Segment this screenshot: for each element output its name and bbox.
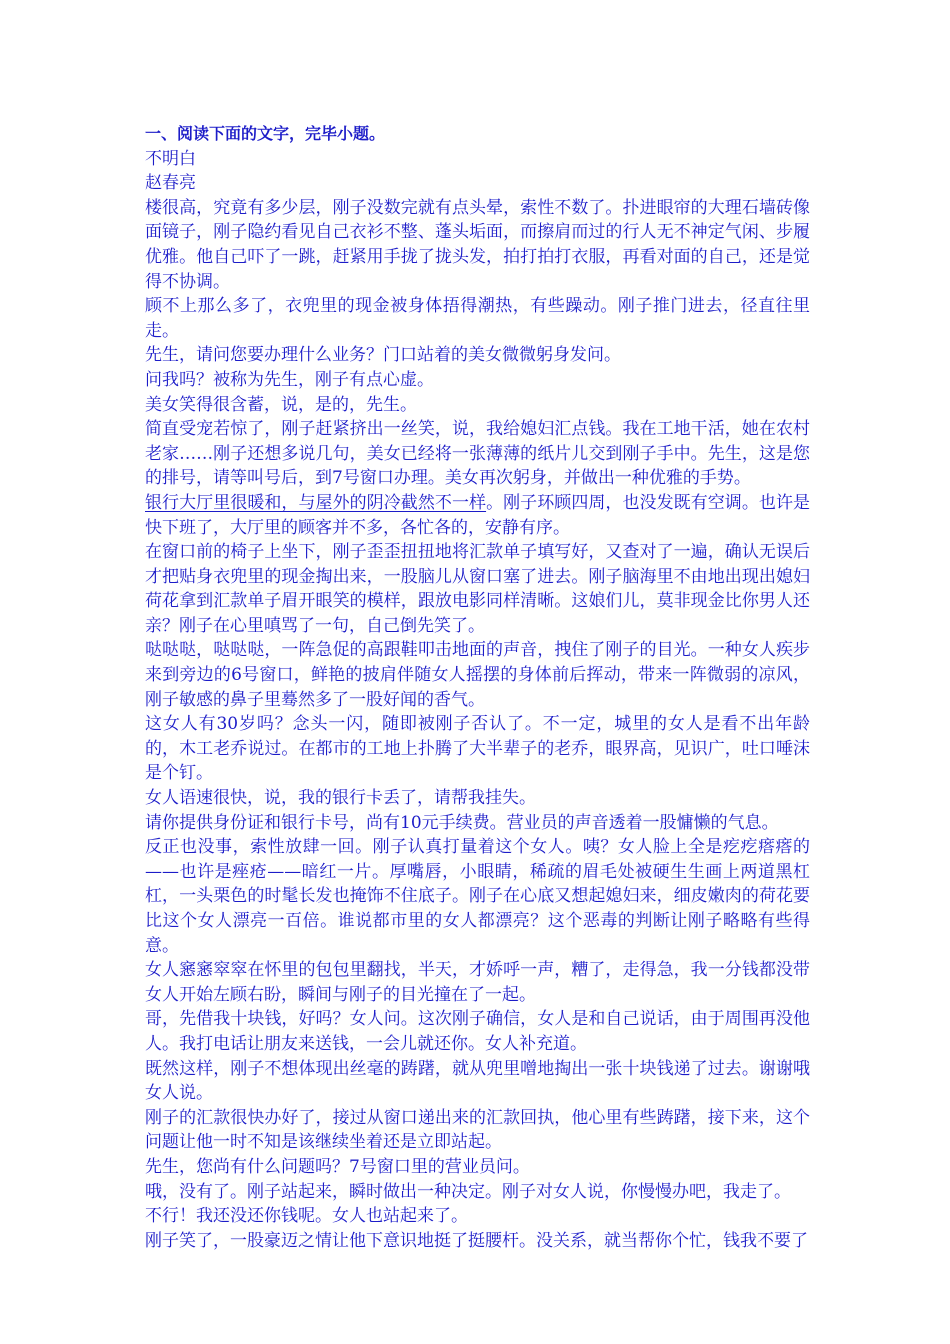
story-title: 不明白 bbox=[145, 148, 196, 169]
paragraph: 哥，先借我十块钱，好吗？女人问。这次刚子确信，女人是和自己说话，由于周围再没他人。我打电话让朋友来送钱，一会儿就还你。女人补充道。 bbox=[145, 1009, 810, 1054]
paragraph: 刚子笑了，一股豪迈之情让他下意识地挺了挺腰杆。没关系，就当帮你个忙，钱我不要了 bbox=[145, 1230, 808, 1251]
paragraph: 楼很高，究竟有多少层，刚子没数完就有点头晕，索性不数了。扑进眼帘的大理石墙砖像面镜子，刚子隐约看见自己衣衫不整、蓬头垢面，而擦肩而过的行人无不神定气闲、步履优雅。他自己吓了一跳，赶紧用手拢了拢头发，拍打拍打衣服，再看对面的自己，还是觉得不协调。 bbox=[145, 197, 810, 292]
paragraph: 顾不上那么多了，衣兜里的现金被身体捂得潮热，有些躁动。刚子推门进去，径直往里走。 bbox=[145, 296, 810, 341]
paragraph: 哒哒哒，哒哒哒，一阵急促的高跟鞋叩击地面的声音，拽住了刚子的目光。一种女人疾步来到旁边的6号窗口，鲜艳的披肩伴随女人摇摆的身体前后挥动，带来一阵微弱的凉风，刚子敏感的鼻子里蓦然多了一股好闻的香气。 bbox=[145, 640, 810, 710]
paragraph-underlined bbox=[145, 491, 810, 540]
paragraph-rest: 。刚子环顾四周，也没发既有空调。也许是快下班了，大厅里的顾客并不多，各忙各的，安静有序。 bbox=[145, 492, 811, 538]
paragraph: 女人语速很快，说，我的银行卡丢了，请帮我挂失。 bbox=[145, 788, 536, 809]
paragraph: 这女人有30岁吗？念头一闪，随即被刚子否认了。不一定，城里的女人是看不出年龄的，木工老乔说过。在都市的工地上扑腾了大半辈子的老乔，眼界高，见识广，吐口唾沫是个钉。 bbox=[145, 714, 810, 784]
paragraph: 既然这样，刚子不想体现出丝毫的踌躇，就从兜里噌地掏出一张十块钱递了过去。谢谢哦女人说。 bbox=[145, 1058, 810, 1104]
underlined-sentence: 银行大厅里很暖和，与屋外的阴冷截然不一样 bbox=[145, 492, 487, 513]
paragraph: 请你提供身份证和银行卡号，尚有10元手续费。营业员的声音透着一股慵懒的气息。 bbox=[145, 812, 779, 833]
paragraph: 先生，您尚有什么问题吗？7号窗口里的营业员问。 bbox=[145, 1156, 530, 1177]
story-author: 赵春亮 bbox=[145, 173, 196, 194]
paragraph: 简直受宠若惊了，刚子赶紧挤出一丝笑，说，我给媳妇汇点钱。我在工地干活，她在农村老家……刚子还想多说几句，美女已经将一张薄薄的纸片儿交到刚子手中。先生，这是您的排号，请等叫号后，到7号窗口办理。美女再次躬身，并做出一种优雅的手势。 bbox=[145, 419, 810, 489]
paragraph: 在窗口前的椅子上坐下，刚子歪歪扭扭地将汇款单子填写好，又查对了一遍，确认无误后才把贴身衣兜里的现金掏出来，一股脑儿从窗口塞了进去。刚子脑海里不由地出现出媳妇荷花拿到汇款单子眉开眼笑的模样，跟放电影同样清晰。这娘们儿，莫非现金比你男人还亲？刚子在心里嗔骂了一句，自己倒先笑了。 bbox=[145, 542, 810, 636]
paragraph: 反正也没事，索性放肆一回。刚子认真打量着这个女人。咦？女人脸上全是疙疙瘩瘩的——也许是痤疮——暗红一片。厚嘴唇，小眼睛，稀疏的眉毛处被硬生生画上两道黑杠杠，一头栗色的时髦长发也掩饰不住底子。刚子在心底又想起媳妇来，细皮嫩肉的荷花要比这个女人漂亮一百倍。谁说都市里的女人都漂亮？这个恶毒的判断让刚子略略有些得意。 bbox=[145, 837, 810, 956]
document-page bbox=[145, 122, 810, 1253]
paragraph: 美女笑得很含蓄，说，是的，先生。 bbox=[145, 394, 417, 415]
paragraph: 不行！我还没还你钱呢。女人也站起来了。 bbox=[145, 1206, 468, 1227]
paragraph: 问我吗？被称为先生，刚子有点心虚。 bbox=[145, 369, 434, 390]
paragraph: 哦，没有了。刚子站起来，瞬时做出一种决定。刚子对女人说，你慢慢办吧，我走了。 bbox=[145, 1181, 791, 1202]
paragraph: 女人窸窸窣窣在怀里的包包里翻找，半天，才娇呼一声，糟了，走得急，我一分钱都没带女人开始左顾右盼，瞬间与刚子的目光撞在了一起。 bbox=[145, 960, 810, 1005]
paragraph: 先生，请问您要办理什么业务？门口站着的美女微微躬身发问。 bbox=[145, 345, 621, 366]
paragraph: 刚子的汇款很快办好了，接过从窗口递出来的汇款回执，他心里有些踌躇，接下来，这个问题让他一时不知是该继续坐着还是立即站起。 bbox=[145, 1107, 810, 1153]
question-heading: 一、阅读下面的文字，完毕小题。 bbox=[145, 124, 386, 143]
